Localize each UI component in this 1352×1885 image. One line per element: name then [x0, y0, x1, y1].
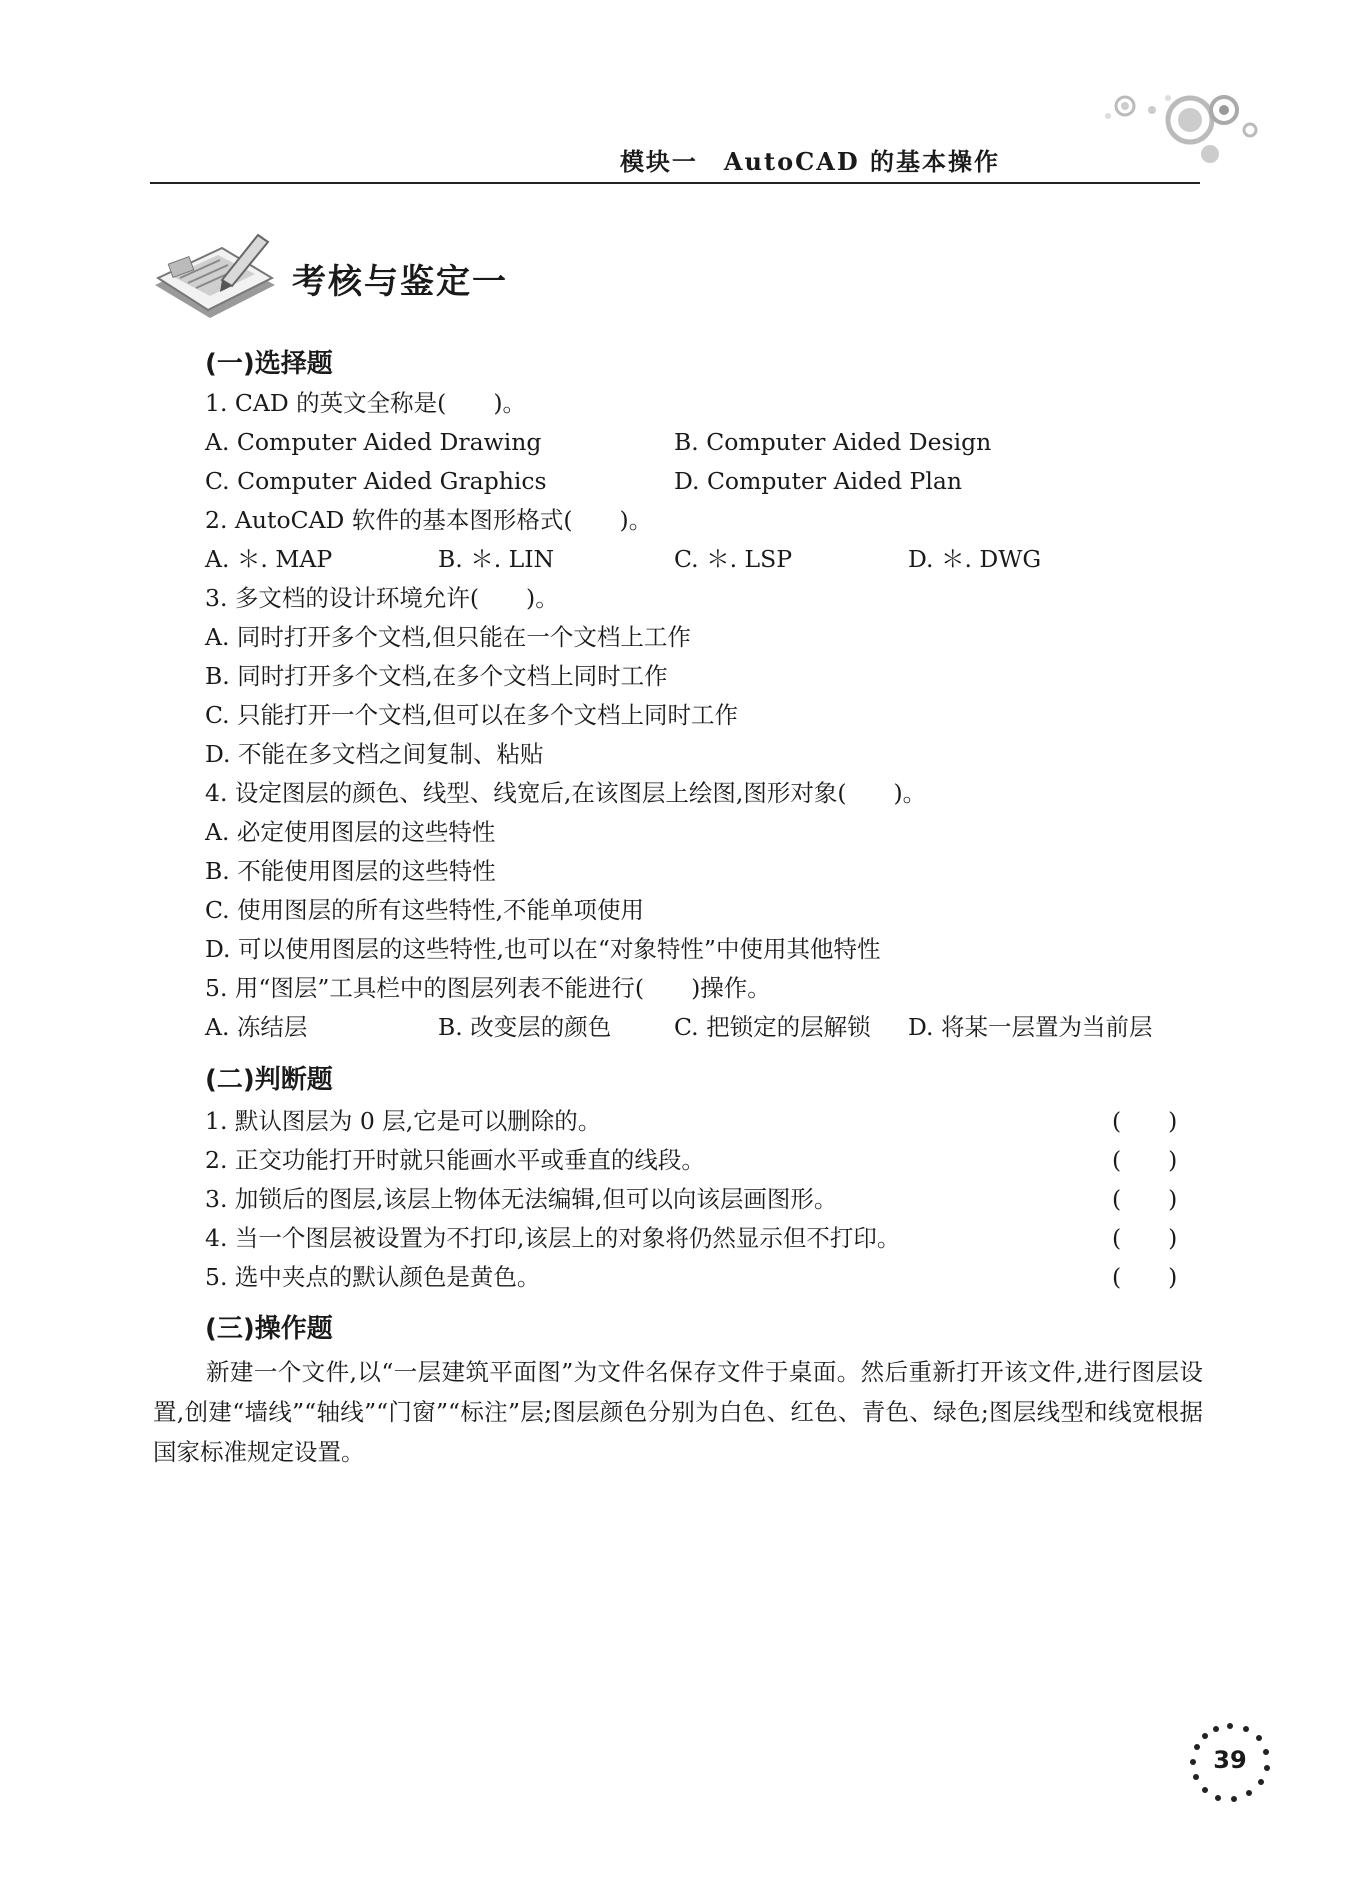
section-heading-judge: (二)判断题 — [205, 1065, 333, 1095]
option-1b: B. Computer Aided Design — [674, 428, 992, 456]
notebook-pen-icon — [150, 230, 280, 320]
option-4d: D. 可以使用图层的这些特性,也可以在“对象特性”中使用其他特性 — [205, 935, 881, 963]
header-rule — [150, 182, 1200, 184]
answer-paren-3: ( ) — [1112, 1185, 1178, 1213]
question-1: 1. CAD 的英文全称是( )。 — [205, 389, 526, 417]
option-2d: D. ＊. DWG — [908, 545, 1042, 573]
question-2: 2. AutoCAD 软件的基本图形格式( )。 — [205, 506, 653, 534]
question-4: 4. 设定图层的颜色、线型、线宽后,在该图层上绘图,图形对象( )。 — [205, 779, 927, 807]
option-2c: C. ＊. LSP — [674, 545, 793, 573]
option-5b: B. 改变层的颜色 — [438, 1013, 612, 1041]
judge-4: 4. 当一个图层被设置为不打印,该层上的对象将仍然显示但不打印。 — [205, 1224, 901, 1252]
option-4a: A. 必定使用图层的这些特性 — [205, 818, 496, 846]
option-1a: A. Computer Aided Drawing — [205, 428, 542, 456]
question-3: 3. 多文档的设计环境允许( )。 — [205, 584, 559, 612]
answer-paren-4: ( ) — [1112, 1224, 1178, 1252]
judge-3: 3. 加锁后的图层,该层上物体无法编辑,但可以向该层画图形。 — [205, 1185, 838, 1213]
option-3a: A. 同时打开多个文档,但只能在一个文档上工作 — [205, 623, 691, 651]
option-3b: B. 同时打开多个文档,在多个文档上同时工作 — [205, 662, 668, 690]
option-3c: C. 只能打开一个文档,但可以在多个文档上同时工作 — [205, 701, 739, 729]
running-header: 模块一 AutoCAD 的基本操作 — [619, 147, 1000, 176]
judge-1: 1. 默认图层为 0 层,它是可以删除的。 — [205, 1107, 602, 1135]
operate-paragraph: 新建一个文件,以“一层建筑平面图”为文件名保存文件于桌面。然后重新打开该文件,进行图层设置,创建“墙线”“轴线”“门窗”“标注”层;图层颜色分别为白色、红色、青色、绿色;图层线型和线宽根据国家标准规定设置。 — [153, 1358, 1203, 1466]
question-5: 5. 用“图层”工具栏中的图层列表不能进行( )操作。 — [205, 974, 771, 1002]
option-5c: C. 把锁定的层解锁 — [674, 1013, 871, 1041]
judge-5: 5. 选中夹点的默认颜色是黄色。 — [205, 1263, 541, 1291]
option-3d: D. 不能在多文档之间复制、粘贴 — [205, 740, 544, 768]
answer-paren-1: ( ) — [1112, 1107, 1178, 1135]
option-1d: D. Computer Aided Plan — [674, 467, 963, 495]
answer-paren-5: ( ) — [1112, 1263, 1178, 1291]
section-heading-choice: (一)选择题 — [205, 349, 333, 379]
answer-paren-2: ( ) — [1112, 1146, 1178, 1174]
judge-2: 2. 正交功能打开时就只能画水平或垂直的线段。 — [205, 1146, 705, 1174]
option-1c: C. Computer Aided Graphics — [205, 467, 547, 495]
section-title: 考核与鉴定一 — [292, 262, 508, 302]
option-5a: A. 冻结层 — [205, 1013, 308, 1041]
option-2a: A. ＊. MAP — [205, 545, 333, 573]
decorative-circles — [1080, 88, 1280, 178]
option-2b: B. ＊. LIN — [438, 545, 555, 573]
page-number: 39 — [1213, 1746, 1247, 1774]
option-4c: C. 使用图层的所有这些特性,不能单项使用 — [205, 896, 645, 924]
option-4b: B. 不能使用图层的这些特性 — [205, 857, 496, 885]
option-5d: D. 将某一层置为当前层 — [908, 1013, 1153, 1041]
section-heading-operate: (三)操作题 — [205, 1314, 333, 1344]
